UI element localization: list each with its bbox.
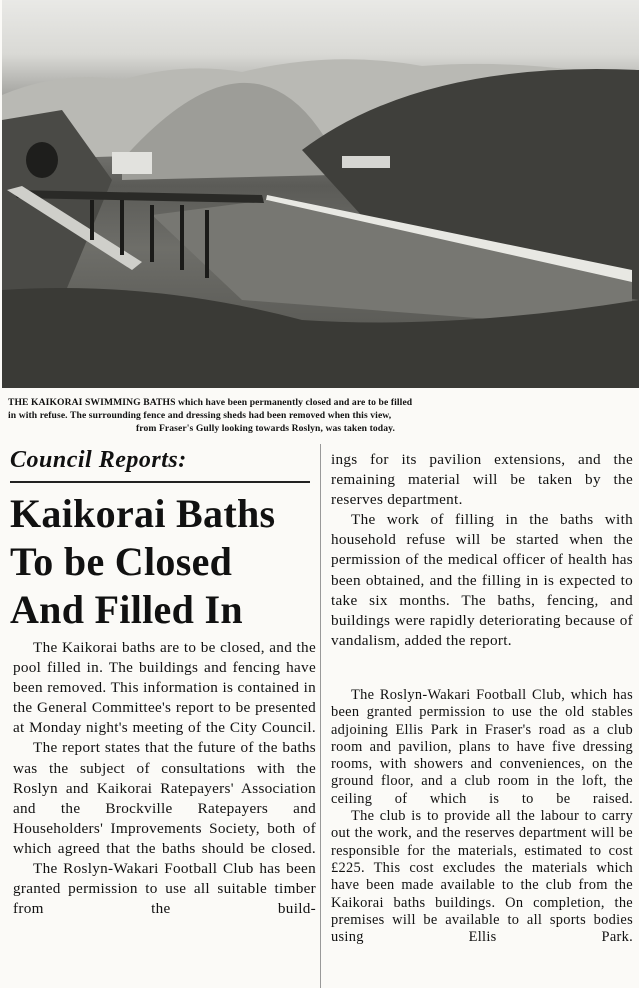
article-paragraph: The report states that the future of the baths was the subject of consultations with the Roslyn and Kaikorai Ratepayers' Association and the Brockville Ratepayers and Householders' Improvements Society, both of which agreed that the baths should be closed. xyxy=(13,739,316,857)
article-paragraph: The Roslyn-Wakari Football Club has been granted permission to use all suitable timber from the build- xyxy=(13,860,316,918)
kicker-underline xyxy=(10,481,310,483)
section-kicker: Council Reports: xyxy=(10,447,187,473)
news-photograph xyxy=(2,0,639,388)
article-column-right-lower xyxy=(331,687,633,946)
headline-line: Kaikorai Baths xyxy=(10,491,276,536)
article-paragraph: The club is to provide all the labour to carry out the work, and the reserves department will be responsible for the materials, estimated to cost £225. This cost excludes the materials which have been made available to the club from the Kaikorai baths buildings. On completion, the premises will be available to all sports bodies using Ellis Park. xyxy=(331,808,633,946)
photo-caption xyxy=(8,396,634,438)
headline-line: And Filled In xyxy=(10,587,243,632)
article-headline xyxy=(10,490,312,634)
caption-line: THE KAIKORAI SWIMMING BATHS which have been permanently closed and are to be filled xyxy=(8,397,413,408)
baths-photo-illustration xyxy=(2,0,639,388)
caption-line: from Fraser's Gully looking towards Roslyn, was taken today. xyxy=(136,423,396,434)
article-paragraph: The Kaikorai baths are to be closed, and the pool filled in. The buildings and fencing have been removed. This information is contained in the General Committee's report to be presented at Monday night's meeting of the City Council. xyxy=(13,639,316,737)
article-paragraph: The Roslyn-Wakari Football Club, which has been granted permission to use the old stables adjoining Ellis Park in Fraser's road as a club room and pavilion, plans to have five dressing rooms, with showers and conveniences, on the ground floor, and a club room in the loft, the ceiling of which is to be raised. xyxy=(331,687,633,807)
headline-line: To be Closed xyxy=(10,539,233,584)
article-column-right xyxy=(331,450,633,651)
caption-line: in with refuse. The surrounding fence and dressing sheds had been removed when this view, xyxy=(8,410,392,421)
column-divider xyxy=(320,444,321,988)
article-paragraph: ings for its pavilion extensions, and the remaining material will be taken by the reserves department. xyxy=(331,451,633,509)
article-column-left xyxy=(13,638,316,919)
article-paragraph: The work of filling in the baths with household refuse will be started when the permission of the medical officer of health has been obtained, and the filling in is expected to take six months. The baths, fencing, and buildings were rapidly deteriorating because of vandalism, added the report. xyxy=(331,511,633,649)
